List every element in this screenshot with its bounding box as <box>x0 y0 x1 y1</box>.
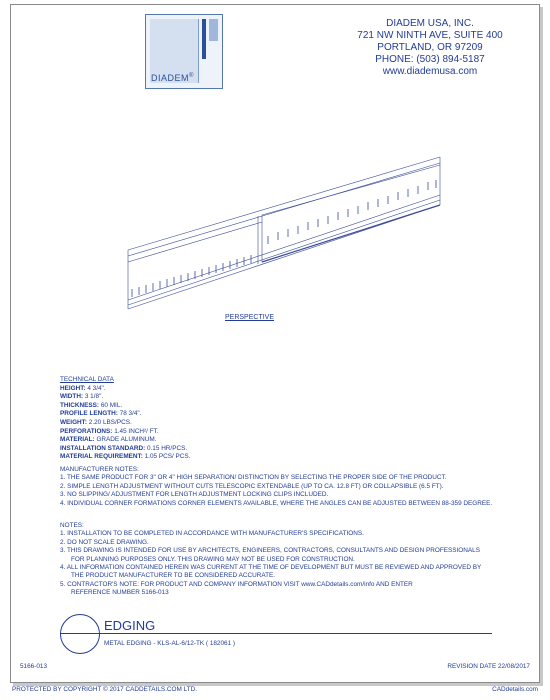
title-circle <box>60 614 100 654</box>
company-address: 721 NW NINTH AVE, SUITE 400 <box>357 30 503 41</box>
note-line: 2. DO NOT SCALE DRAWING. <box>60 538 149 546</box>
company-name: DIADEM USA, INC. <box>386 18 474 29</box>
manufacturer-note: 1. THE SAME PRODUCT FOR 3" OR 4" HIGH SEPARATION/ DISTINCTION BY SELECTING THE PROPER SIDE OF THE PRODUCT. <box>60 474 447 482</box>
tech-row: WIDTH: 3 1/8". <box>60 393 104 401</box>
manufacturer-note: 4. INDIVIDUAL CORNER FORMATIONS CORNER ELEMENTS AVAILABLE, WHERE THE ANGLES CAN BE ADJUSTED BETWEEN 88-359 DEGREE. <box>60 499 493 507</box>
drawing-title: EDGING <box>104 618 156 633</box>
technical-data <box>60 376 510 462</box>
tech-row: PERFORATIONS: 1.45 INCH²/ FT. <box>60 427 159 435</box>
reference-number: 5166-013 <box>20 663 48 670</box>
tech-row: HEIGHT: 4 3/4". <box>60 384 106 392</box>
notes-header: NOTES: <box>60 522 84 529</box>
view-label: PERSPECTIVE <box>225 314 275 321</box>
note-line: THE PRODUCT MANUFACTURER TO BE CONSIDERED ACCURATE. <box>71 572 276 580</box>
tech-row: MATERIAL: GRADE ALUMINUM. <box>60 436 157 444</box>
note-line: 3. THIS DRAWING IS INTENDED FOR USE BY ARCHITECTS, ENGINEERS, CONTRACTORS, CONSULTANTS AND DESIGN PROFESSIONALS <box>60 547 480 555</box>
caddetails-link[interactable]: CADdetails.com <box>492 686 538 693</box>
company-website[interactable]: www.diademusa.com <box>382 66 478 77</box>
note-line: 5. CONTRACTOR'S NOTE: FOR PRODUCT AND COMPANY INFORMATION VISIT www.CADdetails.com/info AND ENTER <box>60 580 413 588</box>
drawing-subtitle: METAL EDGING - KLS-AL-6/12-TK ( 182061 ) <box>104 640 236 647</box>
edging-perspective-drawing <box>0 0 550 330</box>
note-line: REFERENCE NUMBER 5166-013 <box>71 589 169 597</box>
note-line: 4. ALL INFORMATION CONTAINED HEREIN WAS CURRENT AT THE TIME OF DEVELOPMENT BUT MUST BE REVIEWED AND APPROVED BY <box>60 564 482 572</box>
tech-row: PROFILE LENGTH: 78 3/4". <box>60 410 142 418</box>
company-phone: PHONE: (503) 894-5187 <box>375 54 485 65</box>
manufacturer-notes-header: MANUFACTURER NOTES: <box>60 466 139 473</box>
tech-row: INSTALLATION STANDARD: 0.15 HR/PCS. <box>60 444 188 452</box>
general-notes <box>60 522 520 598</box>
manufacturer-note: 2. SIMPLE LENGTH ADJUSTMENT WITHOUT CUTS TELESCOPIC EXTENDABLE (UP TO CA. 12.8 FT) OR COLLAPSIBLE (6.5 FT). <box>60 482 444 490</box>
title-rule <box>60 633 492 634</box>
manufacturer-notes <box>60 466 520 508</box>
tech-row: THICKNESS: 60 MIL. <box>60 401 123 409</box>
manufacturer-note: 3. NO SLIPPING/ ADJUSTMENT FOR LENGTH ADJUSTMENT LOCKING CLIPS INCLUDED. <box>60 491 329 499</box>
company-city: PORTLAND, OR 97209 <box>377 42 483 53</box>
note-line: 1. INSTALLATION TO BE COMPLETED IN ACCORDANCE WITH MANUFACTURER'S SPECIFICATIONS. <box>60 530 364 538</box>
revision-date: REVISION DATE 22/08/2017 <box>447 663 530 670</box>
note-line: FOR PLANNING PURPOSES ONLY. THIS DRAWING MAY NOT BE USED FOR CONSTRUCTION. <box>71 555 355 563</box>
tech-row: MATERIAL REQUIREMENT: 1.05 PCS/ PCS. <box>60 453 191 461</box>
logo-name: DIADEM® <box>151 73 194 83</box>
tech-row: WEIGHT: 2.20 LBS/PCS. <box>60 418 132 426</box>
copyright-notice: PROTECTED BY COPYRIGHT © 2017 CADDETAILS.COM LTD. <box>12 686 197 693</box>
technical-data-header: TECHNICAL DATA <box>60 376 114 383</box>
